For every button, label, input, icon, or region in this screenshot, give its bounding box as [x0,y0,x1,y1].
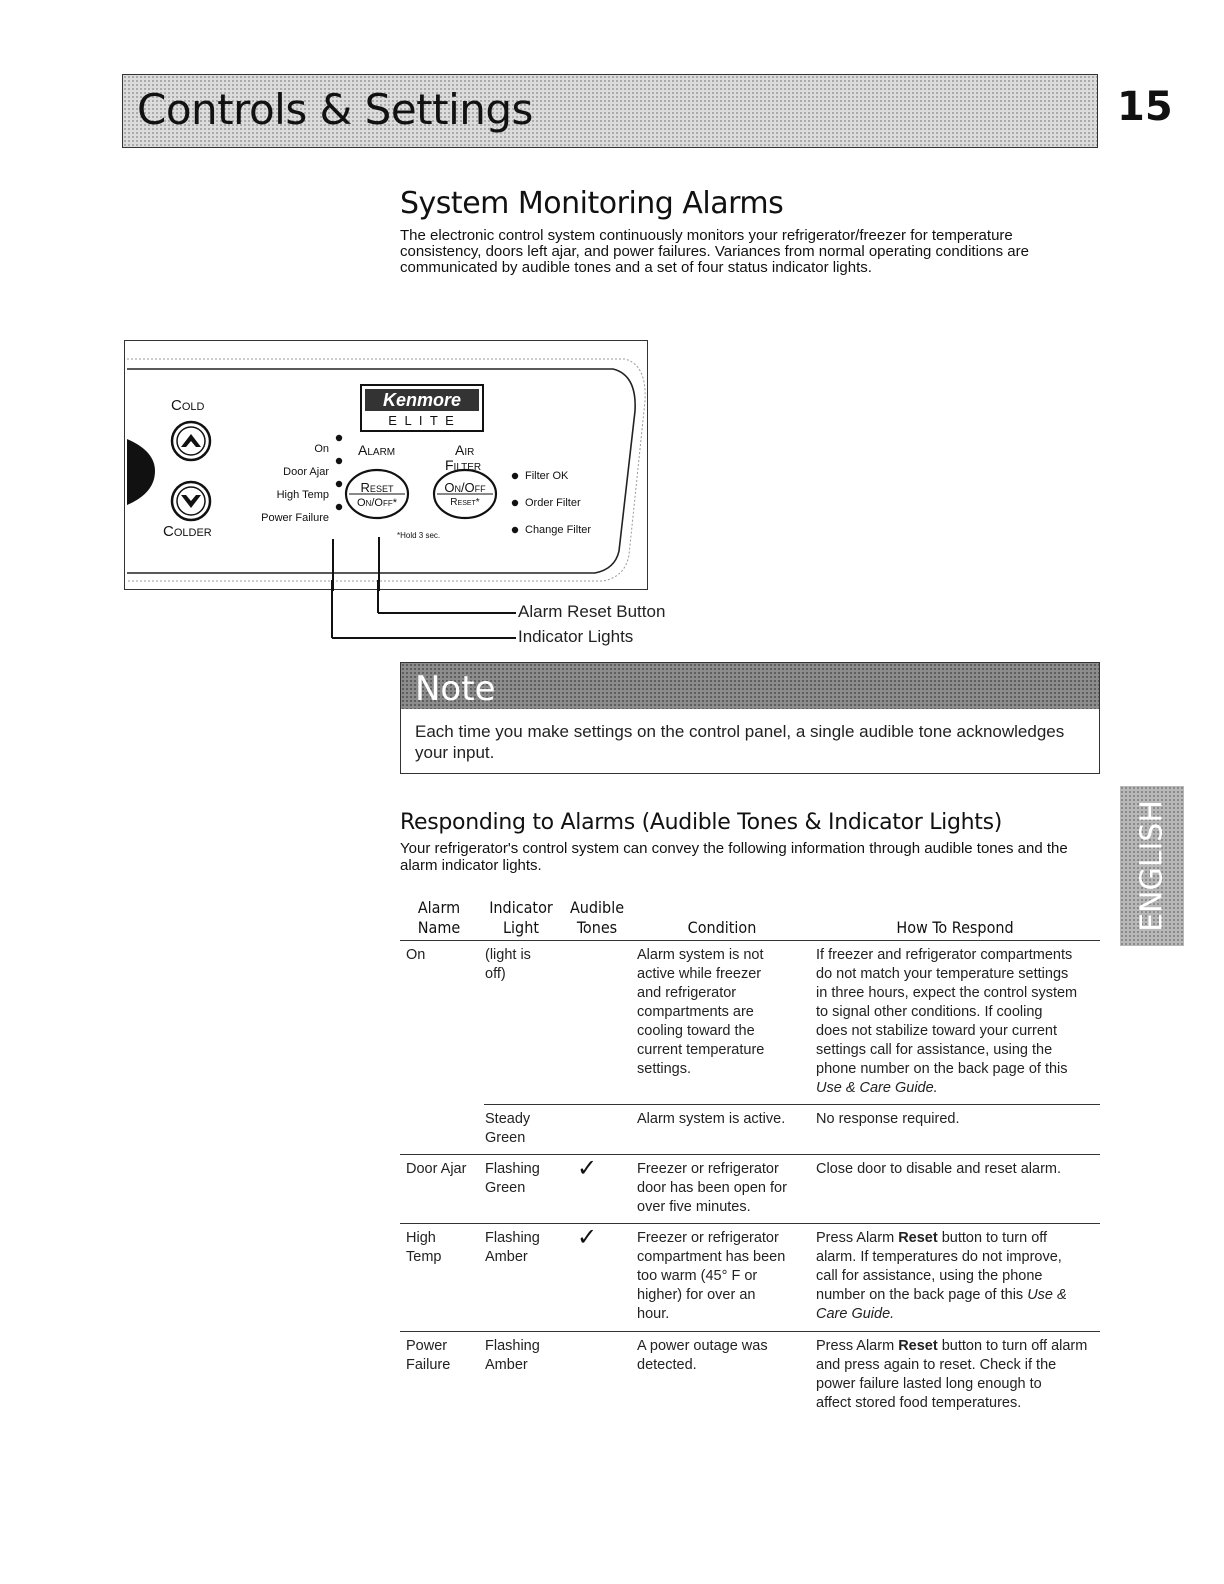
indicator-dot-filter-ok [512,473,518,479]
indicator-dot-door-ajar [336,458,342,464]
alarm-label: Alarm [358,442,396,458]
light-label-high-temp: High Temp [276,489,329,501]
light-label-power-failure: Power Failure [261,512,329,524]
callout-lines [320,580,520,650]
section-title: System Monitoring Alarms [400,186,784,221]
language-tab [1120,786,1184,946]
indicator-dot-high-temp [336,481,342,487]
table-rule-4 [400,1331,1100,1332]
row5-condition: A power outage was detected. [637,1338,768,1373]
th-how-to-respond: How To Respond [896,918,1014,937]
row3-tone-check-icon: ✓ [577,1155,598,1182]
callout-indicator-lights: Indicator Lights [518,627,634,646]
row5-name: Power Failure [406,1338,451,1373]
elite-label: E L I T E [388,413,456,428]
note-header [401,663,1099,709]
row4-response-italic-a: Use & [1027,1287,1067,1303]
th-alarm-name: Alarm Name [417,898,461,937]
th-audible-tones: Audible Tones [569,898,625,937]
row3-light: Flashing Green [485,1161,540,1196]
th-indicator-light: Indicator Light [489,898,553,937]
page-title: Controls & Settings [137,85,533,134]
row4-tone-check-icon: ✓ [577,1224,598,1251]
table-rule-header [400,940,1100,941]
light-label-filter-ok: Filter OK [525,470,569,482]
row1-response-italic: Use & Care Guide. [816,1080,938,1096]
row1-response-text: If freezer and refrigerator compartments do not match your temperature settings in three hours, expect the control system to signal other conditions. If cooling does not stabilize toward your current settings call for assistance, using the phone number on the back page of this [816,947,1078,1077]
filter-label: Filter [445,457,482,473]
row4-response-italic-b: Care Guide. [816,1306,895,1322]
note-text: Each time you make settings on the control panel, a single audible tone acknowledges your input. [415,722,1065,762]
section-intro: The electronic control system continuously monitors your refrigerator/freezer for temperature consistency, doors left ajar, and power failures. Variances from normal operating conditions are communicated by audible tones and a set of four status indicator lights. [400,227,1029,276]
reset-button-top: Reset [360,480,394,495]
row4-response-pre: Press Alarm [816,1230,899,1246]
row4-response-bold: Reset [898,1230,938,1246]
colder-label: Colder [163,523,212,540]
note-box [400,662,1100,774]
row2-condition: Alarm system is active. [637,1111,786,1127]
table-rule-2 [400,1154,1100,1155]
light-label-change-filter: Change Filter [525,524,592,536]
row1-response [816,946,1106,1098]
control-panel-illustration [124,340,648,590]
row4-condition: Freezer or refrigerator compartment has been too warm (45° F or higher) for over an hour. [637,1230,786,1322]
row5-response [816,1337,1106,1413]
callout-alarm-reset: Alarm Reset Button [518,602,666,621]
row3-name: Door Ajar [406,1161,467,1177]
table-rule-1 [484,1104,1100,1105]
colder-down-icon [172,482,210,520]
row1-name: On [406,947,426,963]
row3-response: Close door to disable and reset alarm. [816,1161,1062,1177]
page-number: 15 [1117,84,1173,130]
row1-light: (light is off) [485,947,531,982]
header-bar [122,74,1098,148]
reset-button-bottom: On/Off* [357,497,397,509]
onoff-button-bottom: Reset* [450,497,480,508]
dial-shape [127,439,155,505]
row5-response-pre: Press Alarm [816,1338,899,1354]
row5-response-bold: Reset [898,1338,938,1354]
responding-title: Responding to Alarms (Audible Tones & Indicator Lights) [400,810,1003,835]
air-label: Air [455,442,475,458]
table-rule-3 [400,1223,1100,1224]
light-label-on: On [314,443,329,455]
row3-condition: Freezer or refrigerator door has been open for over five minutes. [637,1161,787,1215]
th-condition: Condition [687,918,757,937]
row5-response-post: button to turn off alarm and press again to reset. Check if the power failure lasted long enough to affect stored food temperatures. [816,1338,1088,1411]
indicator-dot-on [336,435,342,441]
note-title: Note [415,669,496,709]
responding-intro: Your refrigerator's control system can convey the following information through audible tones and the alarm indicator lights. [400,840,1068,874]
indicator-dot-order-filter [512,500,518,506]
language-tab-label: ENGLISH [1134,800,1170,932]
row4-name: High Temp [406,1230,442,1265]
cold-label: Cold [171,397,205,414]
row2-light: Steady Green [485,1111,531,1146]
indicator-dot-change-filter [512,527,518,533]
light-label-order-filter: Order Filter [525,497,581,509]
indicator-dot-power-failure [336,504,342,510]
row4-light: Flashing Amber [485,1230,540,1265]
panel-artwork [125,341,649,591]
row4-response [816,1229,1106,1324]
row2-response: No response required. [816,1111,960,1127]
light-label-door-ajar: Door Ajar [283,466,329,478]
row5-light: Flashing Amber [485,1338,540,1373]
onoff-button-top: On/Off [444,480,486,495]
row4-response-mid: button to turn off alarm. If temperatures do not improve, call for assistance, using the phone number on the back page of this [816,1230,1062,1303]
row1-condition: Alarm system is not active while freezer and refrigerator compartments are cooling toward the current temperature settings. [637,947,765,1077]
brand-label: Kenmore [382,390,462,410]
hold-note: *Hold 3 sec. [397,531,441,540]
cold-up-icon [172,422,210,460]
